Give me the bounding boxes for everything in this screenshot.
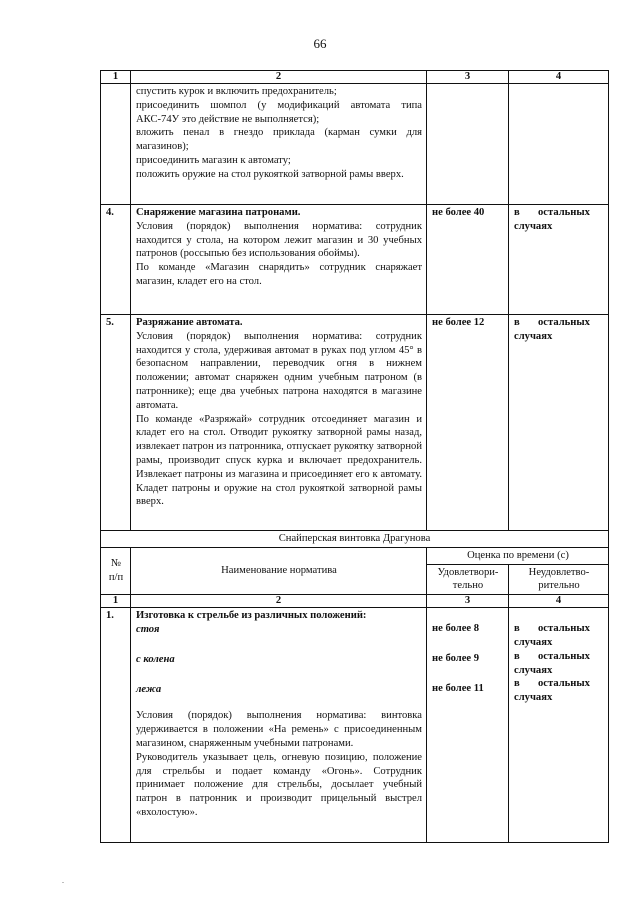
satisfactory-times	[427, 608, 509, 843]
header-satisfactory: Удовлетвори-тельно	[427, 564, 509, 595]
satisfactory-cell	[427, 84, 509, 205]
procedure-text	[131, 84, 427, 205]
satisfactory-time: не более 12	[427, 315, 509, 531]
column-number: 1	[101, 595, 131, 608]
unsatisfactory-value	[514, 650, 604, 678]
section-title-row	[101, 531, 609, 548]
procedure-line: вложить пенал в гнездо приклада (карман сумки для магазинов);	[136, 127, 422, 153]
satisfactory-time: не более 11	[432, 682, 484, 694]
table-row	[101, 608, 609, 843]
header-number: № п/п	[101, 547, 131, 594]
standards-table	[100, 70, 609, 843]
column-number: 1	[101, 71, 131, 84]
page-number: 66	[313, 36, 327, 51]
unsatisfactory-prefix: в	[514, 207, 520, 218]
unsatisfactory-value	[514, 622, 604, 650]
table-row	[101, 315, 609, 531]
column-number: 4	[509, 595, 609, 608]
unsatisfactory-text: остальных случаях	[514, 650, 590, 676]
section-title: Снайперская винтовка Драгунова	[101, 531, 609, 548]
row-number-cell	[101, 84, 131, 205]
header-evaluation: Оценка по времени (с)	[427, 547, 609, 564]
unsatisfactory-text: остальных случаях	[514, 207, 590, 232]
norm-conditions: Условия (порядок) выполнения норматива: сотрудник находится у стола, на котором лежит магазин и 30 учебных патронов (россыпью без использования обоймы).	[136, 220, 422, 260]
procedure-line: присоединить шомпол (у модификаций автомата типа АКС-74У это действие не выполняется);	[136, 99, 422, 125]
norm-command: Руководитель указывает цель, огневую позицию, положение для стрельбы и подает команду «Огонь». Сотрудник принимает положение для стрельбы, досылает учебный патрон в патронник и производит прицельный выстрел «вхолостую».	[136, 751, 422, 818]
satisfactory-time: не более 9	[432, 652, 480, 664]
satisfactory-time: не более 8	[432, 623, 480, 635]
column-number: 4	[509, 71, 609, 84]
unsatisfactory-value	[514, 677, 604, 705]
norm-command: По команде «Магазин снарядить» сотрудник снаряжает магазин, кладет его на стол.	[136, 262, 422, 287]
position-prone: лежа	[136, 683, 162, 695]
unsatisfactory-text: остальных случаях	[514, 678, 590, 704]
header-unsatisfactory: Неудовлетво-рительно	[509, 564, 609, 595]
column-number: 3	[427, 595, 509, 608]
column-number-row	[101, 595, 609, 608]
unsatisfactory-cell	[509, 84, 609, 205]
column-number: 3	[427, 71, 509, 84]
unsatisfactory-text: остальных случаях	[514, 623, 590, 648]
row-number: 5.	[101, 315, 131, 531]
column-number: 2	[131, 595, 427, 608]
norm-conditions: Условия (порядок) выполнения норматива: сотрудник находится у стола, удерживая автомат в руках под углом 45° в безопасном направлении, переводчик огня в нижнем положении; автомат снаряжен одним учебным патроном (в патроннике); еще два учебных патрона находятся в магазине автомата.	[136, 330, 422, 411]
norm-conditions: Условия (порядок) выполнения норматива: винтовка удерживается в положении «На ремень» с присоединенным магазином, снаряженным учебными патронами.	[136, 710, 422, 749]
satisfactory-time: не более 40	[427, 205, 509, 315]
position-standing: стоя	[136, 623, 160, 635]
norm-description	[131, 205, 427, 315]
column-number-row	[101, 71, 609, 84]
norm-title: Разряжание автомата.	[136, 317, 243, 328]
procedure-line: присоединить магазин к автомату;	[136, 154, 291, 166]
procedure-line: положить оружие на стол рукояткой затворной рамы вверх.	[136, 168, 404, 180]
row-number: 4.	[101, 205, 131, 315]
unsatisfactory-value	[509, 205, 609, 315]
scan-mark: .	[62, 876, 64, 885]
unsatisfactory-prefix: в	[514, 623, 520, 635]
unsatisfactory-values	[509, 608, 609, 843]
header-name: Наименование норматива	[131, 547, 427, 594]
row-number: 1.	[101, 608, 131, 843]
unsatisfactory-text: остальных случаях	[514, 317, 590, 342]
norm-command: По команде «Разряжай» сотрудник отсоединяет магазин и кладет его на стол. Отводит рукоятку затворной рамы назад, извлекает патрон из патронника, отпускает рукоятку затворной рамы, производит спуск курка и включает предохранитель. Извлекает патроны из магазина и присоединяет его к автомату. Кладет патроны и оружие на стол рукояткой затворной рамы вверх.	[136, 413, 422, 508]
norm-title: Изготовка к стрельбе из различных положений:	[136, 610, 367, 622]
column-number: 2	[131, 71, 427, 84]
unsatisfactory-prefix: в	[514, 650, 520, 662]
table-row	[101, 205, 609, 315]
unsatisfactory-value	[509, 315, 609, 531]
norm-description	[131, 315, 427, 531]
norm-title: Снаряжение магазина патронами.	[136, 207, 301, 218]
table-row	[101, 84, 609, 205]
header-row	[101, 547, 609, 564]
unsatisfactory-prefix: в	[514, 678, 520, 690]
norm-description	[131, 608, 427, 843]
position-kneeling: с колена	[136, 653, 175, 665]
procedure-line: спустить курок и включить предохранитель;	[136, 86, 337, 97]
unsatisfactory-prefix: в	[514, 317, 520, 328]
